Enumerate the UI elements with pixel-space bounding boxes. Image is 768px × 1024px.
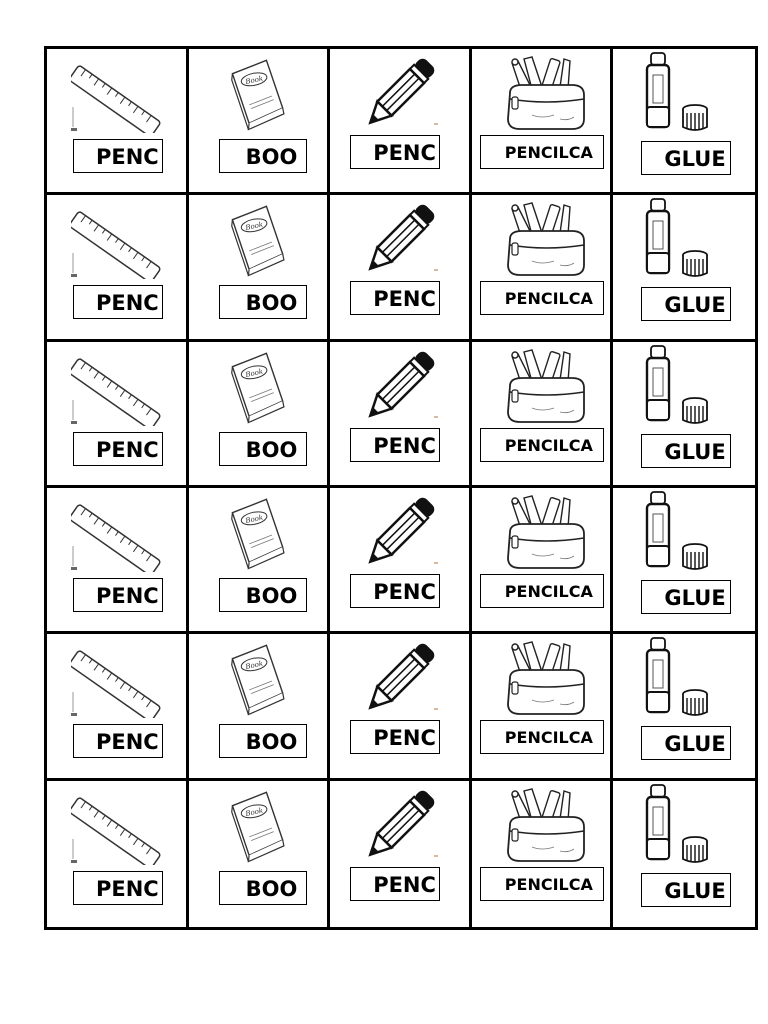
glue-word-label: GLUE: [641, 580, 731, 614]
glue-stick-icon: [643, 51, 717, 133]
picture-card-grid: [44, 46, 758, 930]
ruler-card: [47, 488, 189, 634]
case-card: [472, 781, 614, 927]
book-card: [189, 195, 331, 341]
border-gap: [585, 342, 613, 344]
ruler-card: [47, 49, 189, 195]
book-icon: [227, 348, 287, 424]
book-icon: [227, 787, 287, 863]
case-word-label: PENCILCA: [480, 135, 604, 169]
case-word-label: PENCILCA: [480, 428, 604, 462]
glue-stick-icon: [643, 783, 717, 865]
glue-card: [613, 342, 755, 488]
border-gap: [585, 488, 613, 490]
pencil-icon: [360, 785, 440, 865]
glue-card: [613, 49, 755, 195]
ruler-icon: [71, 201, 163, 279]
pencil-word-label: PENC: [350, 574, 440, 608]
ruler-card: [47, 342, 189, 488]
border-gap: [472, 195, 476, 197]
pencil-word-label: PENC: [350, 720, 440, 754]
book-icon: [227, 640, 287, 716]
book-card: [189, 342, 331, 488]
border-gap: [585, 781, 613, 783]
ruler-icon: [71, 640, 163, 718]
glue-card: [613, 488, 755, 634]
case-word-label: PENCILCA: [480, 720, 604, 754]
ruler-word-label: PENC: [73, 871, 163, 905]
pencil-word-label: PENC: [350, 867, 440, 901]
pencil-card: [330, 342, 472, 488]
book-card: [189, 488, 331, 634]
ruler-icon: [71, 348, 163, 426]
ruler-word-label: PENC: [73, 724, 163, 758]
pencil-word-label: PENC: [350, 135, 440, 169]
book-cover-text: Book: [244, 74, 264, 87]
book-cover-text: Book: [244, 220, 264, 233]
book-word-label: BOO: [219, 139, 307, 173]
case-card: [472, 195, 614, 341]
pencil-card: [330, 781, 472, 927]
ruler-icon: [71, 494, 163, 572]
glue-word-label: GLUE: [641, 726, 731, 760]
case-card: [472, 488, 614, 634]
book-card: [189, 781, 331, 927]
glue-stick-icon: [643, 636, 717, 718]
glue-word-label: GLUE: [641, 141, 731, 175]
pencil-word-label: PENC: [350, 281, 440, 315]
pencil-case-icon: [502, 199, 588, 279]
book-icon: [227, 201, 287, 277]
pencil-case-icon: [502, 638, 588, 718]
border-gap: [472, 488, 476, 490]
pencil-word-label: PENC: [350, 428, 440, 462]
pencil-case-icon: [502, 346, 588, 426]
ruler-card: [47, 195, 189, 341]
book-cover-text: Book: [244, 367, 264, 379]
pencil-icon: [360, 346, 440, 426]
glue-word-label: GLUE: [641, 434, 731, 468]
border-gap: [585, 195, 613, 197]
pencil-icon: [360, 638, 440, 718]
ruler-word-label: PENC: [73, 432, 163, 466]
pencil-icon: [360, 492, 440, 572]
pencil-case-icon: [502, 785, 588, 865]
book-card: [189, 49, 331, 195]
pencil-card: [330, 195, 472, 341]
case-card: [472, 342, 614, 488]
ruler-word-label: PENC: [73, 285, 163, 319]
border-gap: [472, 781, 476, 783]
book-word-label: BOO: [219, 724, 307, 758]
book-word-label: BOO: [219, 432, 307, 466]
pencil-case-icon: [502, 492, 588, 572]
case-card: [472, 49, 614, 195]
ruler-word-label: PENC: [73, 139, 163, 173]
pencil-card: [330, 488, 472, 634]
case-word-label: PENCILCA: [480, 867, 604, 901]
border-gap: [472, 634, 476, 636]
pencil-icon: [360, 199, 440, 279]
pencil-card: [330, 634, 472, 780]
ruler-card: [47, 781, 189, 927]
book-word-label: BOO: [219, 871, 307, 905]
ruler-icon: [71, 55, 163, 133]
glue-word-label: GLUE: [641, 873, 731, 907]
glue-word-label: GLUE: [641, 287, 731, 321]
glue-card: [613, 781, 755, 927]
glue-card: [613, 634, 755, 780]
book-cover-text: Book: [244, 659, 264, 672]
glue-stick-icon: [643, 490, 717, 572]
glue-stick-icon: [643, 197, 717, 279]
book-cover-text: Book: [244, 513, 264, 526]
pencil-icon: [360, 53, 440, 133]
case-word-label: PENCILCA: [480, 281, 604, 315]
pencil-case-icon: [502, 53, 588, 133]
pencil-card: [330, 49, 472, 195]
book-card: [189, 634, 331, 780]
case-word-label: PENCILCA: [480, 574, 604, 608]
glue-stick-icon: [643, 344, 717, 426]
book-cover-text: Book: [244, 806, 264, 818]
ruler-word-label: PENC: [73, 578, 163, 612]
case-card: [472, 634, 614, 780]
book-icon: [227, 55, 287, 131]
book-icon: [227, 494, 287, 570]
glue-card: [613, 195, 755, 341]
border-gap: [472, 342, 476, 344]
book-word-label: BOO: [219, 285, 307, 319]
book-word-label: BOO: [219, 578, 307, 612]
border-gap: [585, 634, 613, 636]
ruler-card: [47, 634, 189, 780]
ruler-icon: [71, 787, 163, 865]
